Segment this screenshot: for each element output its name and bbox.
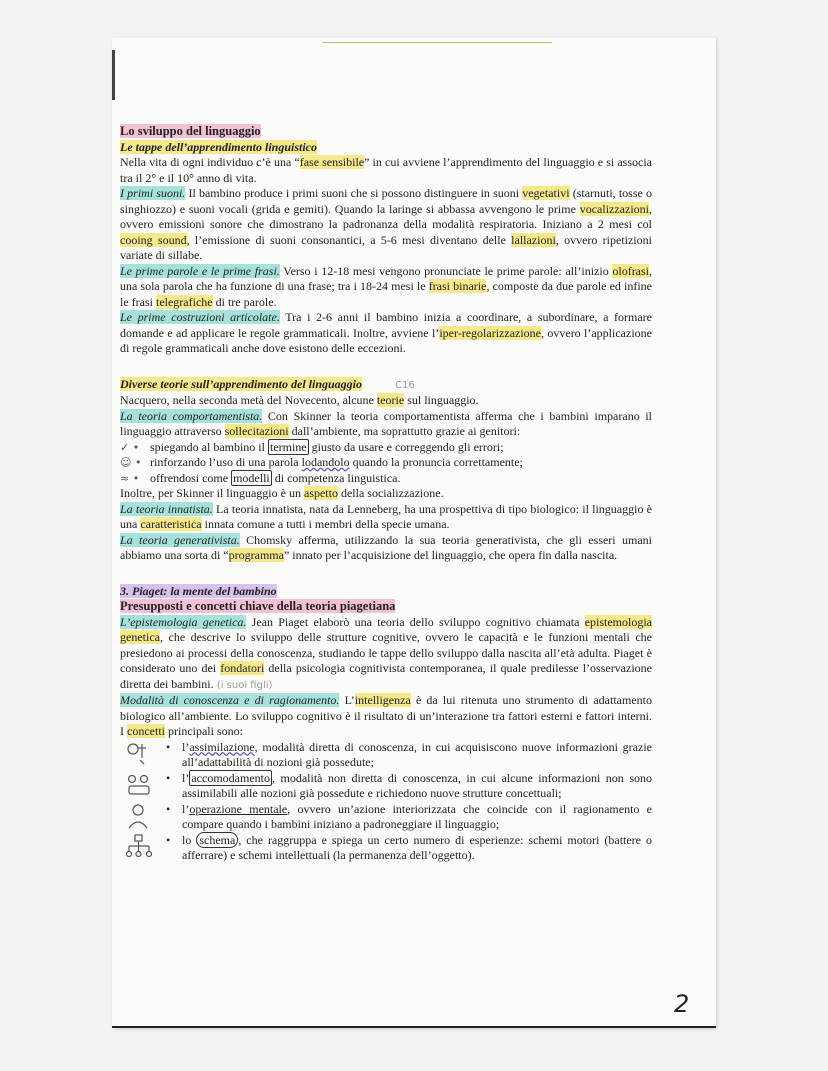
list-item: ☺ • rinforzando l’uso di una parola lodandolo quando la pronuncia correttamente;: [120, 455, 523, 469]
paragraph: Modalità di conoscenza e di ragionamento. L’intelligenza è da lui ritenuta uno strumento di adattamento biologico all’ambiente. Lo sviluppo cognitivo è il risultato di un’interazione tra fattori esterni e fattori interni. I concetti principali sono:: [120, 693, 652, 738]
paragraph: I primi suoni. Il bambino produce i primi suoni che si possono distinguere in suoni vegetativi (starnuti, tosse o singhiozzo) e suoni vocali (grida e gemiti). Quando la laringe si abbassa avvengono le prime vocalizzazioni, ovvero emissioni sonore che dimostrano la padronanza della modalità respiratoria. Iniziano a 2 mesi col cooing sound, l’emissione di suoni consonantici, a 5-6 mesi diventano delle lallazioni, ovvero ripetizioni variate di sillabe.: [120, 186, 652, 262]
notebook-page: [112, 38, 716, 1028]
paragraph: Nacquero, nella seconda metà del Novecento, alcune teorie sul linguaggio.: [120, 393, 479, 407]
paragraph: L’epistemologia genetica. Jean Piaget elaborò una teoria dello sviluppo cognitivo chiamata epistemologia genetica, che descrive lo sviluppo delle strutture cognitive, ovvero le capacità e le funzioni mentali che presiedono ai processi della conoscenza, studiando le tappe dello sviluppo dalla nascita all’età adulta. Piaget è considerato uno dei fondatori della psicologia cognitivista contemporanea, il quale predilesse l’osservazione diretta dei bambini. (i suoi figli): [120, 614, 652, 691]
list-item: • lo schema , che raggruppa e spiega un certo numero di esperienze: schemi motori (battere o afferrare) e schemi intellettuali (la permanenza dell’oggetto).: [120, 833, 652, 864]
check-icon: ✓ •: [120, 440, 140, 454]
list-item: • l’assimilazione, modalità diretta di conoscenza, in cui acquisiscono nuove informazioni grazie all’adattabilità di nozioni già possedute;: [120, 740, 652, 771]
approx-icon: ≈ •: [120, 471, 140, 485]
person-icon: [124, 802, 154, 830]
top-rule: [322, 42, 552, 43]
page-content: [120, 124, 652, 864]
list-item: ✓ • spiegando al bambino il termine giusto da usare e correggendo gli errori;: [120, 439, 504, 454]
group-icon: [124, 771, 154, 799]
section-title: Diverse teorie sull’apprendimento del linguaggio C16: [120, 376, 415, 391]
paragraph: La teoria comportamentista. Con Skinner la teoria comportamentista afferma che i bambini imparano il linguaggio attraverso sollecitazioni dall’ambiente, ma soprattutto grazie ai genitori:: [120, 408, 652, 438]
page-number: 2: [674, 990, 690, 1018]
pencil-note: C16: [395, 379, 415, 391]
paragraph: La teoria generativista. Chomsky afferma, utilizzando la sua teoria generativista, che gli esseri umani abbiamo una sorta di “programma” innato per l’acquisizione del linguaggio, che opera fin dalla nascita.: [120, 532, 652, 562]
section-title: Lo sviluppo del linguaggio: [120, 124, 261, 138]
paragraph: Inoltre, per Skinner il linguaggio è un aspetto della socializzazione.: [120, 486, 444, 500]
paragraph: Le prime parole e le prime frasi. Verso i 12-18 mesi vengono pronunciate le prime parole: all’inizio olofrasi, una sola parola che ha funzione di una frase; tra i 18-24 mesi le frasi binarie, composte da due parole ed infine le frasi telegrafiche di tre parole.: [120, 263, 653, 309]
list-item: • l’operazione mentale, ovvero un’azione interiorizzata che coincide con il ragionamento e compare quando i bambini iniziano a padroneggiare il linguaggio;: [120, 802, 652, 833]
section-title: 3. Piaget: la mente del bambino: [120, 583, 277, 598]
section-subtitle: Le tappe dell’apprendimento linguistico: [120, 139, 317, 154]
paragraph: La teoria innatista. La teoria innatista, nata da Lenneberg, ha una prospettiva di tipo biologico: il linguaggio è una caratteristica innata comune a tutti i membri della specie umana.: [120, 501, 652, 531]
list-item: ≈ • offrendosi come modelli di competenza linguistica.: [120, 470, 401, 485]
paragraph: Le prime costruzioni articolate. Tra i 2-6 anni il bambino inizia a coordinare, a subordinare, a formare domande e ad applicare le regole grammaticali. Inoltre, avviene l’iper-regolarizzazione, ovvero l’applicazione di regole grammaticali anche dove esistono delle eccezioni.: [120, 310, 652, 355]
network-icon: [124, 833, 154, 861]
binding-edge: [112, 50, 115, 100]
face-icon: ☺ •: [120, 456, 142, 469]
list-item: • l’ accomodamento , modalità non diretta di conoscenza, in cui alcune informazioni non sono assimilabili alle nozioni già possedute e richiedono nuove strutture concettuali;: [120, 771, 652, 802]
gear-person-icon: [124, 740, 154, 768]
pencil-note: (i suoi figli): [213, 679, 273, 691]
paragraph: Nella vita di ogni individuo c’è una “fase sensibile” in cui avviene l’apprendimento del linguaggio e si associa tra il 2° e il 10° anno di vita.: [120, 155, 652, 185]
bottom-rule: [112, 1026, 716, 1028]
section-subtitle: Presupposti e concetti chiave della teoria piagetiana: [120, 599, 396, 613]
